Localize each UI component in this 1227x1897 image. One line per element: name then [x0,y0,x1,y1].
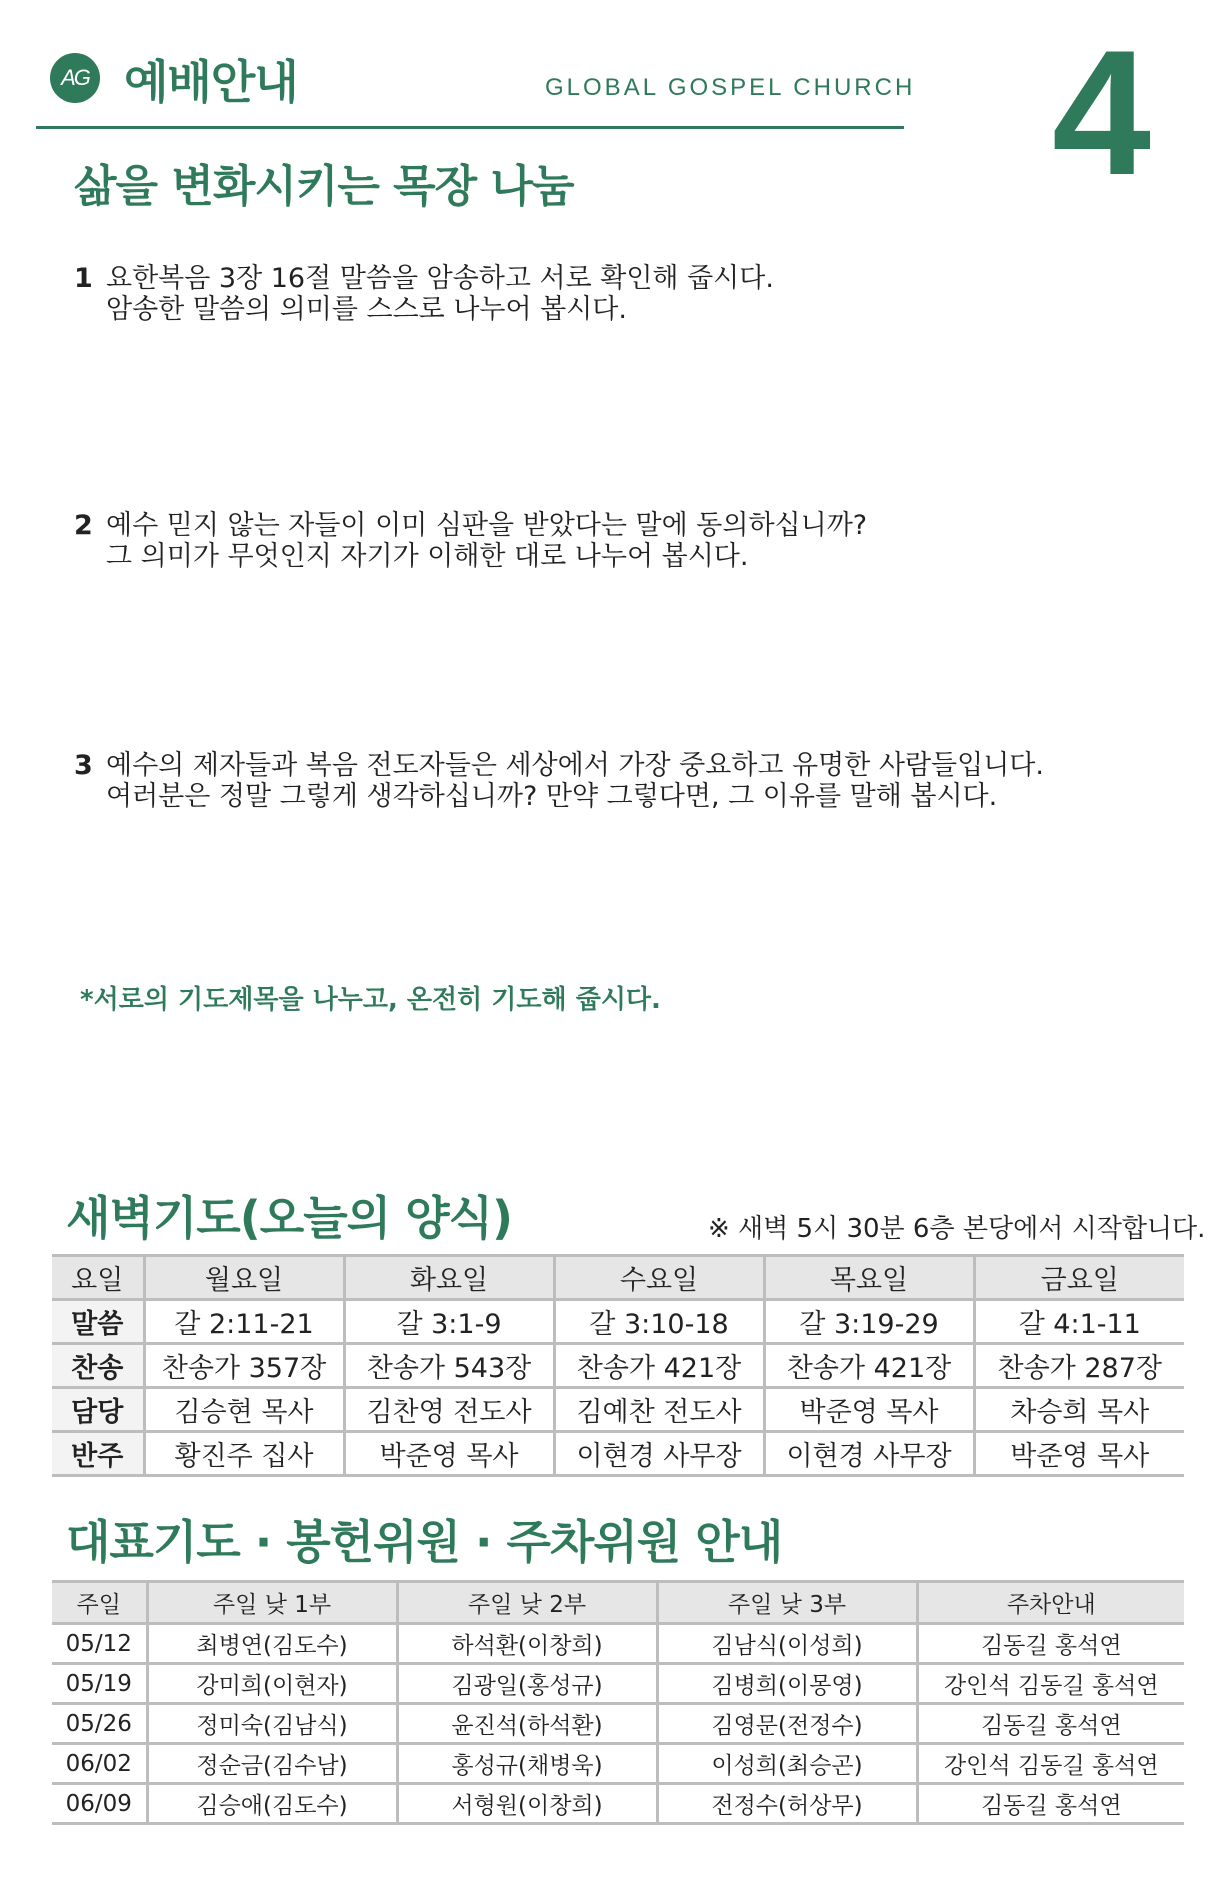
table-row [52,1704,1184,1744]
table-row [52,1624,1184,1664]
table-row [52,1432,1184,1476]
header-divider [36,126,904,129]
table-cell: 김동길 홍석연 [917,1624,1184,1664]
column-header: 주일 낮 1부 [147,1582,397,1624]
question-line: 예수 믿지 않는 자들이 이미 심판을 받았다는 말에 동의하십니까? [106,510,868,541]
column-header: 주일 [52,1582,147,1624]
table-cell: 갈 4:1-11 [974,1300,1184,1344]
date-cell: 05/12 [52,1624,147,1664]
column-header: 목요일 [764,1256,974,1300]
duty-roster-table [52,1580,1184,1825]
table-row [52,1664,1184,1704]
table-cell: 홍성규(채병욱) [397,1744,657,1784]
table-cell: 이현경 사무장 [554,1432,764,1476]
table-cell: 김영문(전정수) [657,1704,917,1744]
table-row [52,1300,1184,1344]
table-cell: 갈 3:19-29 [764,1300,974,1344]
table-cell: 갈 2:11-21 [144,1300,344,1344]
question-line: 암송한 말씀의 의미를 스스로 나누어 봅시다. [106,294,627,325]
page-number: 4 [1052,13,1151,212]
column-header: 금요일 [974,1256,1184,1300]
row-header: 반주 [52,1432,144,1476]
row-header: 말씀 [52,1300,144,1344]
table-cell: 전정수(허상무) [657,1784,917,1824]
table-cell: 최병연(김도수) [147,1624,397,1664]
church-logo: AG [50,53,100,103]
question-line: 여러분은 정말 그렇게 생각하십니까? 만약 그렇다면, 그 이유를 말해 봅시다. [106,781,998,812]
table-cell: 김찬영 전도사 [344,1388,554,1432]
question-line: 요한복음 3장 16절 말씀을 암송하고 서로 확인해 줍시다. [106,263,774,294]
column-header: 주일 낮 3부 [657,1582,917,1624]
table-header-row [52,1582,1184,1624]
table-cell: 박준영 목사 [344,1432,554,1476]
date-cell: 06/09 [52,1784,147,1824]
question-line: 그 의미가 무엇인지 자기가 이해한 대로 나누어 봅시다. [106,541,749,572]
dawn-prayer-note: ※ 새벽 5시 30분 6층 본당에서 시작합니다. [708,1214,1206,1244]
table-row [52,1344,1184,1388]
table-cell: 김동길 홍석연 [917,1704,1184,1744]
table-header-row [52,1256,1184,1300]
prayer-note: *서로의 기도제목을 나누고, 온전히 기도해 줍시다. [80,985,661,1015]
row-header: 찬송 [52,1344,144,1388]
dawn-prayer-table [52,1254,1184,1477]
table-cell: 갈 3:10-18 [554,1300,764,1344]
table-cell: 강미희(이현자) [147,1664,397,1704]
table-cell: 김승애(김도수) [147,1784,397,1824]
table-row [52,1388,1184,1432]
table-cell: 김남식(이성희) [657,1624,917,1664]
section-title: 삶을 변화시키는 목장 나눔 [74,161,574,212]
table-cell: 하석환(이창희) [397,1624,657,1664]
question-line: 예수의 제자들과 복음 전도자들은 세상에서 가장 중요하고 유명한 사람들입니다. [106,750,1044,781]
column-header: 요일 [52,1256,144,1300]
row-header: 담당 [52,1388,144,1432]
table-cell: 찬송가 421장 [764,1344,974,1388]
church-name: GLOBAL GOSPEL CHURCH [545,74,916,101]
table-cell: 황진주 집사 [144,1432,344,1476]
table-cell: 김예찬 전도사 [554,1388,764,1432]
table-row [52,1784,1184,1824]
table-cell: 찬송가 287장 [974,1344,1184,1388]
table-cell: 박준영 목사 [764,1388,974,1432]
date-cell: 05/26 [52,1704,147,1744]
question-number: 1 [74,263,93,294]
table-cell: 이성희(최승곤) [657,1744,917,1784]
table-cell: 정미숙(김남식) [147,1704,397,1744]
table-cell: 박준영 목사 [974,1432,1184,1476]
table-cell: 서형원(이창희) [397,1784,657,1824]
column-header: 주일 낮 2부 [397,1582,657,1624]
table-cell: 강인석 김동길 홍석연 [917,1664,1184,1704]
table-row [52,1744,1184,1784]
table-cell: 갈 3:1-9 [344,1300,554,1344]
table-cell: 찬송가 421장 [554,1344,764,1388]
column-header: 월요일 [144,1256,344,1300]
duty-roster-title: 대표기도 · 봉헌위원 · 주차위원 안내 [66,1515,783,1569]
table-cell: 김병희(이몽영) [657,1664,917,1704]
table-cell: 김동길 홍석연 [917,1784,1184,1824]
table-cell: 정순금(김수남) [147,1744,397,1784]
table-cell: 강인석 김동길 홍석연 [917,1744,1184,1784]
dawn-prayer-title: 새벽기도(오늘의 양식) [66,1191,512,1245]
table-cell: 차승희 목사 [974,1388,1184,1432]
table-cell: 김승현 목사 [144,1388,344,1432]
column-header: 화요일 [344,1256,554,1300]
question-number: 3 [74,750,93,781]
table-cell: 윤진석(하석환) [397,1704,657,1744]
page-header-title: 예배안내 [124,55,298,109]
table-cell: 찬송가 357장 [144,1344,344,1388]
table-cell: 이현경 사무장 [764,1432,974,1476]
date-cell: 06/02 [52,1744,147,1784]
question-number: 2 [74,510,93,541]
column-header: 수요일 [554,1256,764,1300]
table-cell: 김광일(홍성규) [397,1664,657,1704]
table-cell: 찬송가 543장 [344,1344,554,1388]
column-header: 주차안내 [917,1582,1184,1624]
date-cell: 05/19 [52,1664,147,1704]
